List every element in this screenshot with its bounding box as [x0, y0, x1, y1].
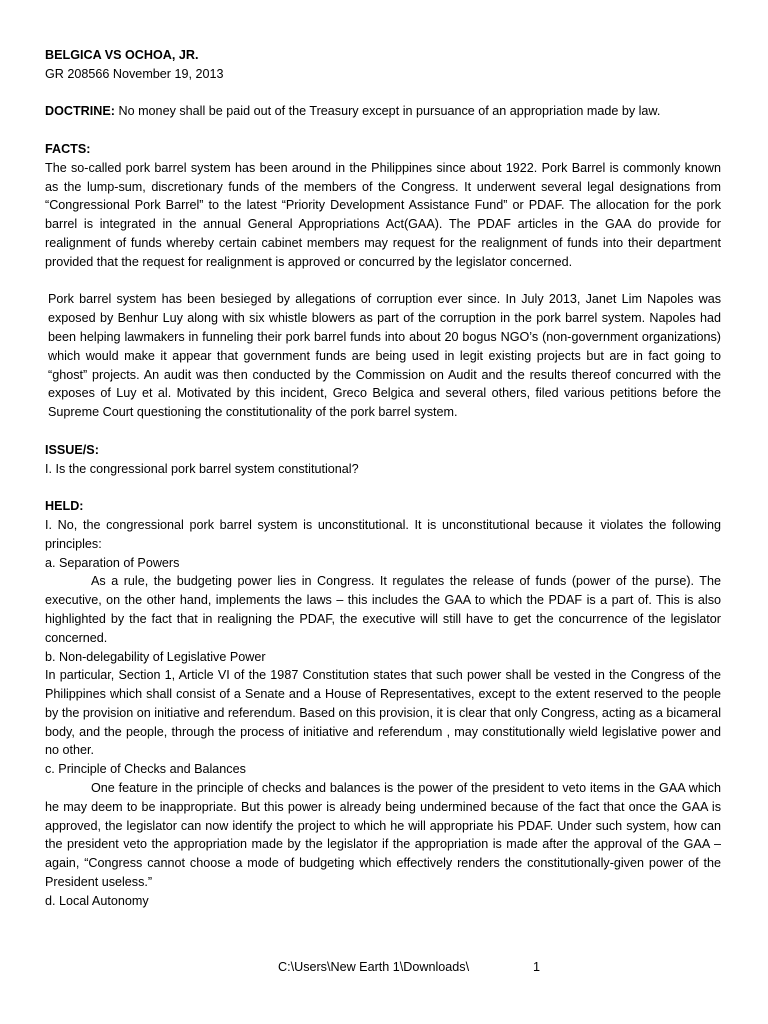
spacer: [45, 84, 721, 103]
doctrine-label: DOCTRINE:: [45, 104, 115, 119]
held-b-title: b. Non-delegability of Legislative Power: [45, 649, 266, 664]
spacer: [45, 272, 721, 291]
footer-page-number: 1: [533, 960, 541, 974]
spacer: [45, 478, 721, 497]
case-title: BELGICA VS OCHOA, JR.: [45, 48, 199, 62]
held-d-title: d. Local Autonomy: [45, 893, 149, 908]
issues-heading: ISSUE/S:: [45, 442, 99, 457]
facts-heading: FACTS:: [45, 141, 91, 156]
held-a-title: a. Separation of Powers: [45, 555, 180, 570]
page-footer: [0, 960, 768, 980]
footer-file-path: C:\Users\New Earth 1\Downloads\: [278, 960, 470, 974]
document-page: [45, 46, 721, 911]
held-heading: HELD:: [45, 499, 84, 514]
held-c-title: c. Principle of Checks and Balances: [45, 762, 246, 777]
case-citation: GR 208566 November 19, 2013: [45, 66, 224, 81]
issue-item-1: I. Is the congressional pork barrel system constitutional?: [45, 461, 359, 476]
facts-paragraph-2: Pork barrel system has been besieged by allegations of corruption ever since. In July 2013, Janet Lim Napoles was exposed by Benhur Luy along with six whistle blowers as part of the corruption in the pork barrel system. Napoles had been helping lawmakers in funneling their pork barrel funds into about 20 bogus NGO’s (non-government organizations) which would make it appear that government funds are being used in legit existing projects but are in fact going to “ghost” projects. An audit was then conducted by the Commission on Audit and the results thereof concurred with the exposes of Luy et al. Motivated by this incident, Greco Belgica and several others, filed various petitions before the Supreme Court questioning the constitutionality of the pork barrel system.: [48, 292, 721, 420]
held-c-text: One feature in the principle of checks and balances is the power of the president to veto items in the GAA which he may deem to be inappropriate. But this power is already being undermined because of the fact that once the GAA is approved, the legislator can now identify the project to which he will appropriate his PDAF. Under such system, how can the president veto the appropriation made by the legislator if the appropriation is made after the approval of the GAA – again, “Congress cannot choose a mode of budgeting which effectively renders the constitutionally-given power of the President useless.”: [45, 781, 721, 890]
held-b-text: In particular, Section 1, Article VI of the 1987 Constitution states that such power shall be vested in the Congress of the Philippines which shall consist of a Senate and a House of Representatives, except to the extent reserved to the people by the provision on initiative and referendum. Based on this provision, it is clear that only Congress, acting as a bicameral body, and the people, through the process of initiative and referendum , may constitutionally wield legislative power and no other.: [45, 668, 721, 758]
spacer: [45, 121, 721, 140]
doctrine-text: No money shall be paid out of the Treasury except in pursuance of an appropriation made by law.: [114, 104, 661, 119]
facts-paragraph-1: The so-called pork barrel system has been around in the Philippines since about 1922. Pork Barrel is commonly known as the lump-sum, discretionary funds of the members of the Congress. It underwent several legal designations from “Congressional Pork Barrel” to the latest “Priority Development Assistance Fund” or PDAF. The allocation for the pork barrel is integrated in the annual General Appropriations Act(GAA). The PDAF articles in the GAA do provide for realignment of funds whereby certain cabinet members may request for the realignment of funds into their department provided that the request for realignment is approved or concurred by the legislator concerned.: [45, 160, 721, 269]
held-intro: I. No, the congressional pork barrel system is unconstitutional. It is unconstitutional because it violates the following principles:: [45, 517, 721, 551]
doctrine-paragraph: [45, 102, 721, 121]
spacer: [45, 422, 721, 441]
held-a-text: As a rule, the budgeting power lies in Congress. It regulates the release of funds (power of the purse). The executive, on the other hand, implements the laws – this includes the GAA to which the PDAF is a part of. This is also highlighted by the fact that in realigning the PDAF, the executive will still have to get the concurrence of the legislator concerned.: [45, 574, 721, 645]
